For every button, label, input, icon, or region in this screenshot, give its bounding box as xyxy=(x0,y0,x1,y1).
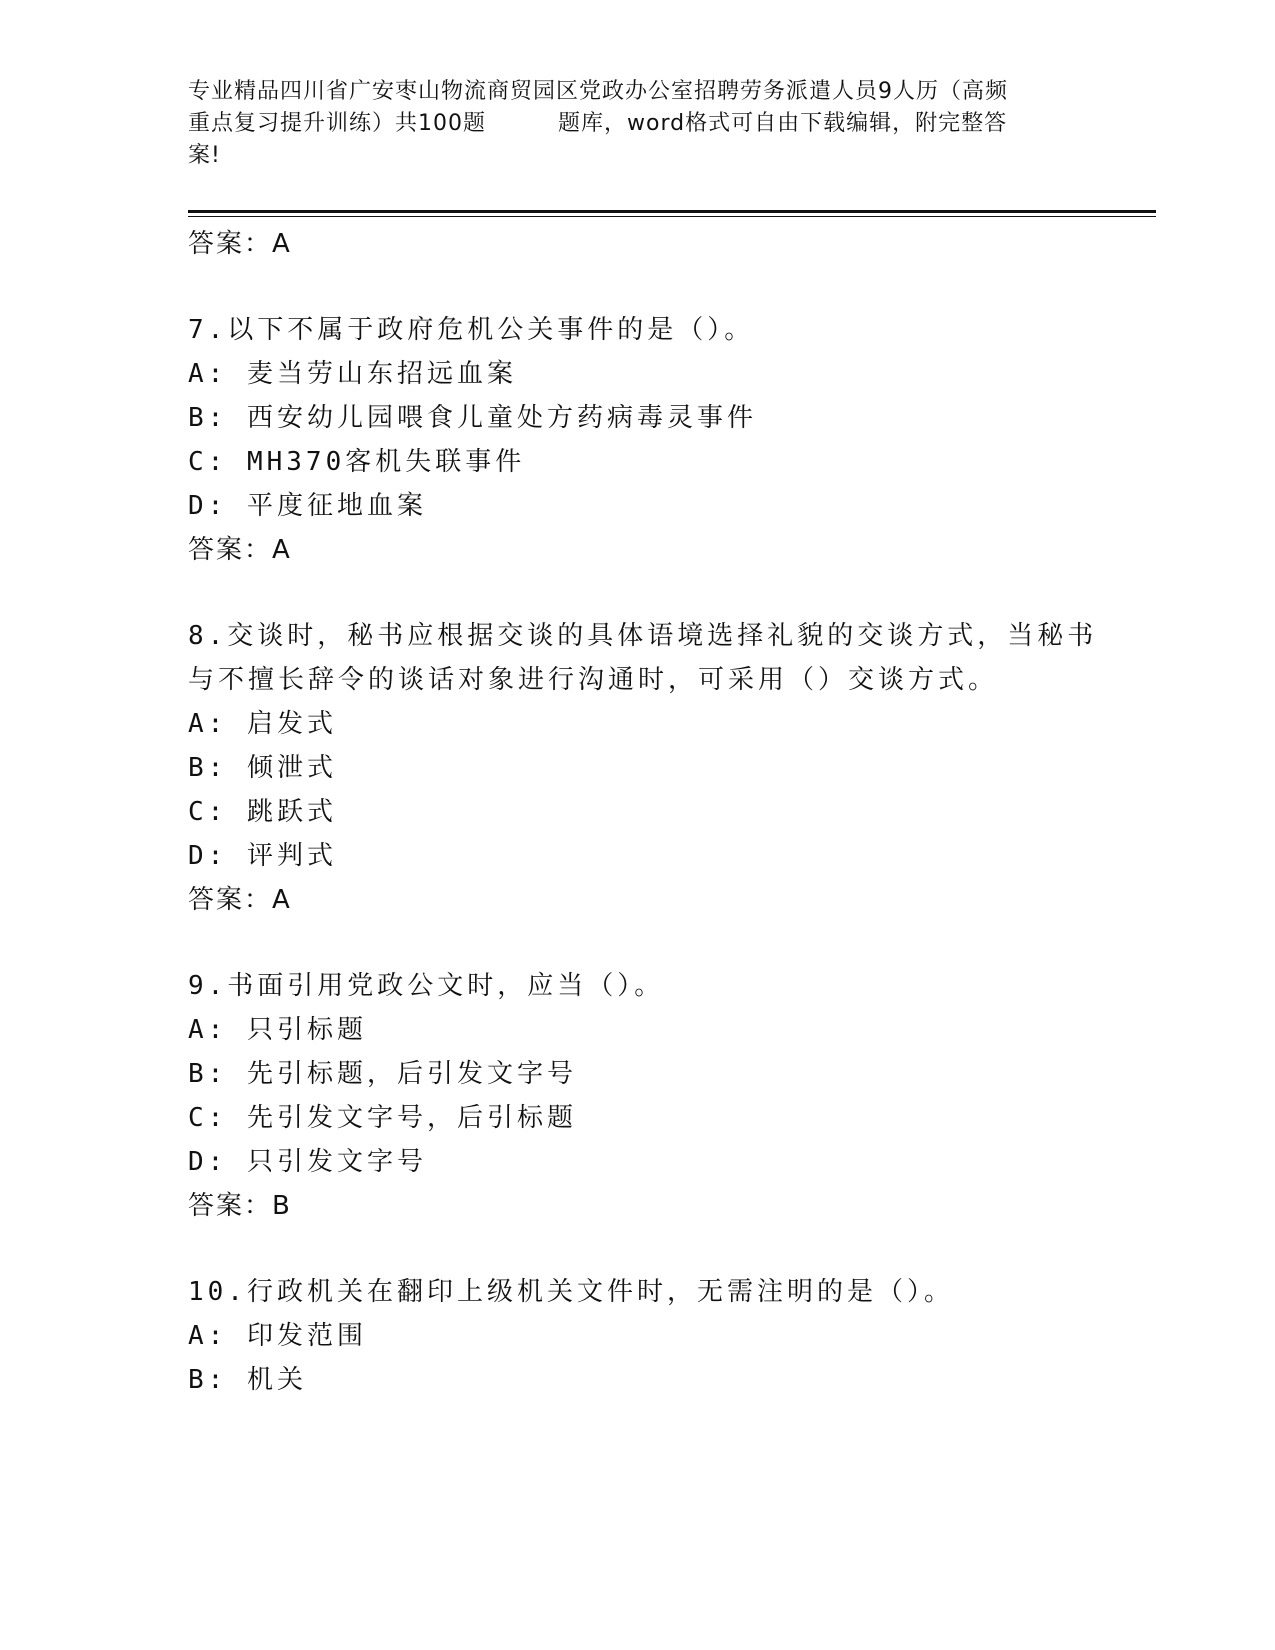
question-9-stem: 9.书面引用党政公文时，应当（）。 xyxy=(188,971,665,1001)
question-8-option-c: C: 跳跃式 xyxy=(188,797,337,827)
header-divider-thick xyxy=(188,210,1156,213)
header-line-3: 案! xyxy=(188,143,221,168)
header-line-2-part-b: 题库，word格式可自由下载编辑，附完整答 xyxy=(558,111,1008,136)
question-7-option-a: A: 麦当劳山东招远血案 xyxy=(188,359,517,389)
question-8-stem-line-1: 8.交谈时，秘书应根据交谈的具体语境选择礼貌的交谈方式，当秘书 xyxy=(188,621,1098,651)
question-7-option-b: B: 西安幼儿园喂食儿童处方药病毒灵事件 xyxy=(188,403,757,433)
question-7-stem: 7.以下不属于政府危机公关事件的是（）。 xyxy=(188,315,755,345)
document-header xyxy=(188,76,1088,172)
question-8-stem-line-2: 与不擅长辞令的谈话对象进行沟通时，可采用（）交谈方式。 xyxy=(188,665,999,695)
question-9-option-a: A: 只引标题 xyxy=(188,1015,367,1045)
header-line-1: 专业精品四川省广安枣山物流商贸园区党政办公室招聘劳务派遣人员9人历（高频 xyxy=(188,79,1008,104)
header-divider-thin xyxy=(188,216,1156,217)
header-line-2 xyxy=(188,108,1088,140)
question-10-stem: 10.行政机关在翻印上级机关文件时，无需注明的是（）。 xyxy=(188,1277,954,1307)
header-line-2-part-a: 重点复习提升训练）共100题 xyxy=(188,111,486,136)
question-9-option-d: D: 只引发文字号 xyxy=(188,1147,427,1177)
question-7-answer: 答案：A xyxy=(188,535,292,565)
question-7-option-d: D: 平度征地血案 xyxy=(188,491,427,521)
question-10-option-b: B: 机关 xyxy=(188,1365,307,1395)
question-8-option-a: A: 启发式 xyxy=(188,709,337,739)
question-7-option-c: C: MH370客机失联事件 xyxy=(188,447,526,477)
question-8-option-d: D: 评判式 xyxy=(188,841,337,871)
question-8-answer: 答案：A xyxy=(188,885,292,915)
previous-answer: 答案：A xyxy=(188,229,292,259)
question-9-option-b: B: 先引标题，后引发文字号 xyxy=(188,1059,577,1089)
question-9-option-c: C: 先引发文字号，后引标题 xyxy=(188,1103,577,1133)
question-8-option-b: B: 倾泄式 xyxy=(188,753,337,783)
question-9-answer: 答案：B xyxy=(188,1191,292,1221)
question-10-option-a: A: 印发范围 xyxy=(188,1321,367,1351)
